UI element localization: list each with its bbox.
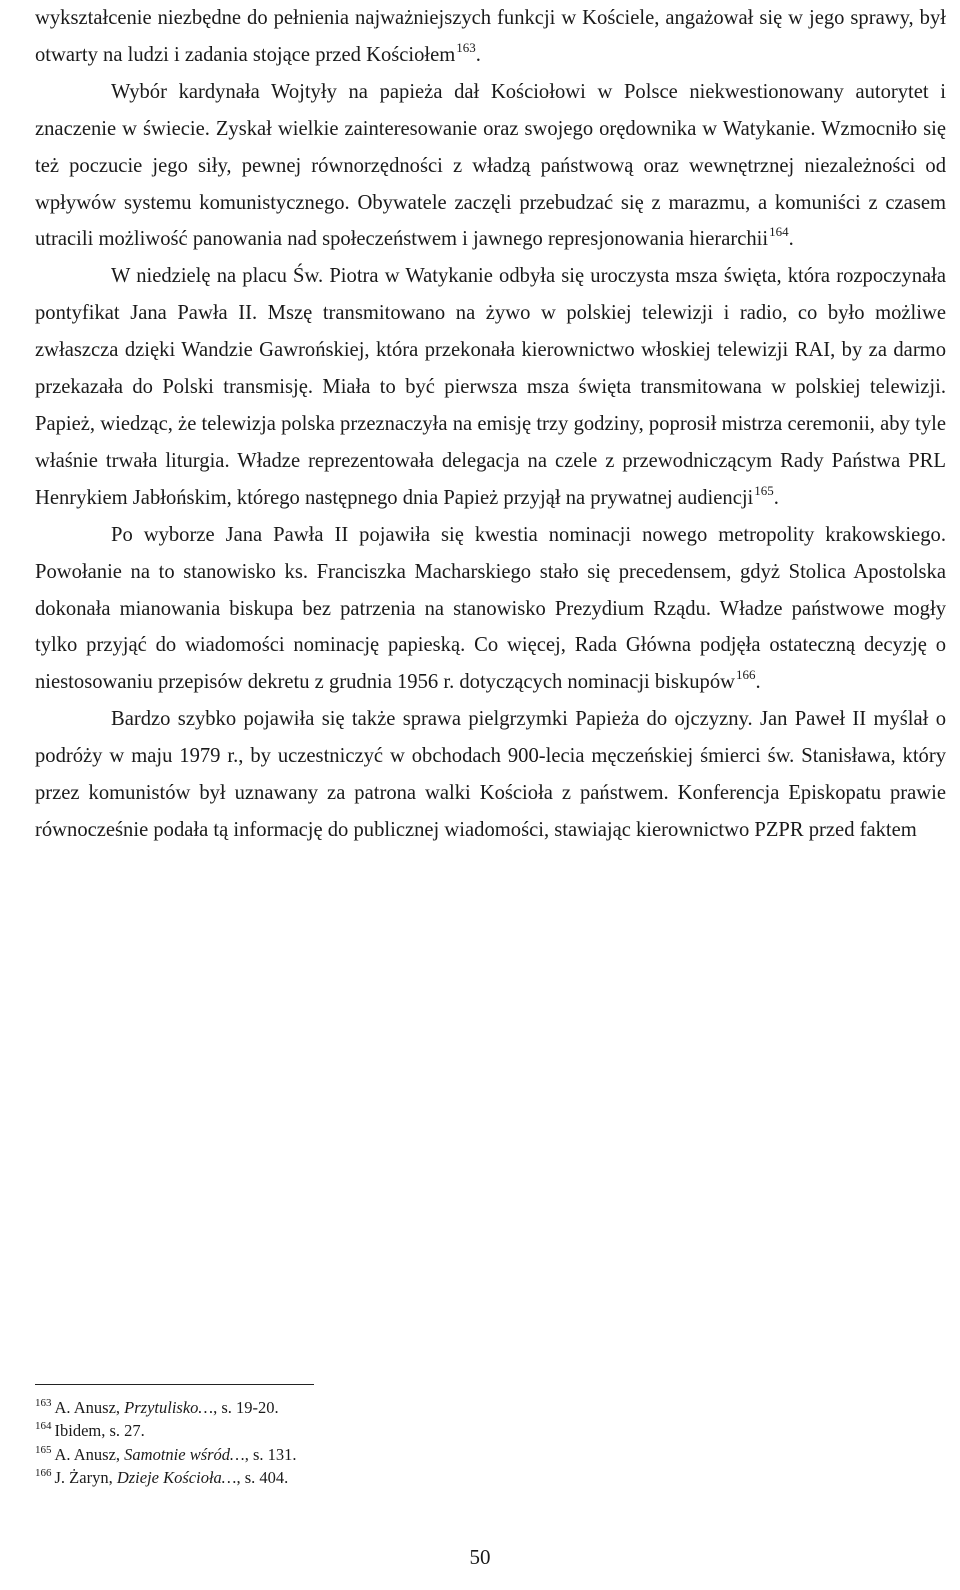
- footnote-title: Samotnie wśród…: [124, 1444, 245, 1464]
- paragraph-text: Bardzo szybko pojawiła się także sprawa pielgrzymki Papieża do ojczyzny. Jan Paweł II myślał o podróży w maju 1979 r., by uczestniczyć w obchodach 900-lecia męczeńskiej śmierci św. Stanisława, który przez komunistów był uznawany za patrona walki Kościoła z państwem. Konferencja Episkopatu prawie równocześnie podała tą informację do publicznej wiadomości, stawiając kierownictwo PZPR przed faktem: [35, 708, 946, 841]
- footnote-ref-166[interactable]: 166: [736, 667, 756, 683]
- footnote-title: Przytulisko…: [124, 1398, 214, 1417]
- paragraph-5: [35, 701, 946, 849]
- paragraph-end-punct: .: [773, 486, 779, 509]
- paragraph-text: wykształcenie niezbędne do pełnienia najważniejszych funkcji w Kościele, angażował się w jego sprawy, był otwarty na ludzi i zadania stojące przed Kościołem: [35, 7, 946, 66]
- footnote-pages: , s. 131.: [244, 1444, 297, 1464]
- footnote-ref-165[interactable]: 165: [754, 482, 774, 498]
- footnote-163: [35, 1396, 735, 1419]
- paragraph-3: [35, 258, 946, 516]
- footnote-title: Dzieje Kościoła…: [116, 1468, 237, 1488]
- footnote-number: 163: [35, 1397, 52, 1409]
- footnote-author: Ibidem, s. 27.: [54, 1421, 145, 1441]
- footnote-number: 165: [35, 1443, 52, 1456]
- paragraph-text: Po wyborze Jana Pawła II pojawiła się kwestia nominacji nowego metropolity krakowskiego. Powołanie na to stanowisko ks. Franciszka Macharskiego stało się precedensem, gdyż Stolica Apostolska dokonała mianowania biskupa bez patrzenia na stanowisko Prezydium Rządu. Władze państwowe mogły tylko przyjąć do wiadomości nominację papieską. Co więcej, Rada Główna podjęła ostateczną decyzję o niestosowaniu przepisów dekretu z grudnia 1956 r. dotyczących nominacji biskupów: [35, 523, 946, 694]
- footnote-164: [35, 1419, 735, 1442]
- footnote-166: [35, 1466, 735, 1489]
- paragraph-end-punct: .: [475, 43, 481, 66]
- footnote-ref-163[interactable]: 163: [456, 39, 476, 55]
- footnote-number: 166: [35, 1467, 52, 1480]
- footnote-ref-164[interactable]: 164: [769, 224, 789, 240]
- paragraph-text: Wybór kardynała Wojtyły na papieża dał Kościołowi w Polsce niekwestionowany autorytet i znaczenie w świecie. Zyskał wielkie zainteresowanie oraz swojego orędownika w Watykanie. Wzmocniło się też poczucie jego siły, pewnej równorzędności z władzą państwową oraz wewnętrznej niezależności od wpływów systemu komunistycznego. Obywatele zaczęli przebudzać się z marazmu, a komuniści z czasem utracili możliwość panowania nad społeczeństwem i jawnego represjonowania hierarchii: [35, 80, 946, 251]
- footnote-author: J. Żaryn,: [54, 1468, 117, 1488]
- footnote-165: [35, 1443, 735, 1466]
- paragraph-2: [35, 74, 946, 259]
- paragraph-1: [35, 0, 946, 74]
- footnote-separator: [35, 1384, 314, 1385]
- body-text: [35, 0, 946, 849]
- page-number: 50: [469, 1545, 491, 1569]
- footnote-author: A. Anusz,: [54, 1444, 125, 1464]
- footnotes: [35, 1396, 735, 1490]
- paragraph-end-punct: .: [755, 671, 761, 694]
- paragraph-text: W niedzielę na placu Św. Piotra w Watykanie odbyła się uroczysta msza święta, która rozpoczynała pontyfikat Jana Pawła II. Mszę transmitowano na żywo w polskiej telewizji i radio, co było możliwe zwłaszcza dzięki Wandzie Gawrońskiej, która przekonała kierownictwo włoskiej telewizji RAI, by za darmo przekazała do Polski transmisję. Miała to być pierwsza msza święta transmitowana w polskiej telewizji. Papież, wiedząc, że telewizja polska przeznaczyła na emisję trzy godziny, poprosił mistrza ceremonii, aby tyle właśnie trwała liturgia. Władze reprezentowała delegacja na czele z przewodniczącym Rady Państwa PRL Henrykiem Jabłońskim, którego następnego dnia Papież przyjął na prywatnej audiencji: [35, 265, 946, 509]
- paragraph-end-punct: .: [788, 228, 794, 251]
- footnote-pages: , s. 404.: [236, 1468, 289, 1488]
- footnote-pages: , s. 19-20.: [213, 1398, 279, 1417]
- footnote-author: A. Anusz,: [54, 1398, 125, 1417]
- footnote-number: 164: [35, 1420, 52, 1433]
- paragraph-4: [35, 517, 946, 702]
